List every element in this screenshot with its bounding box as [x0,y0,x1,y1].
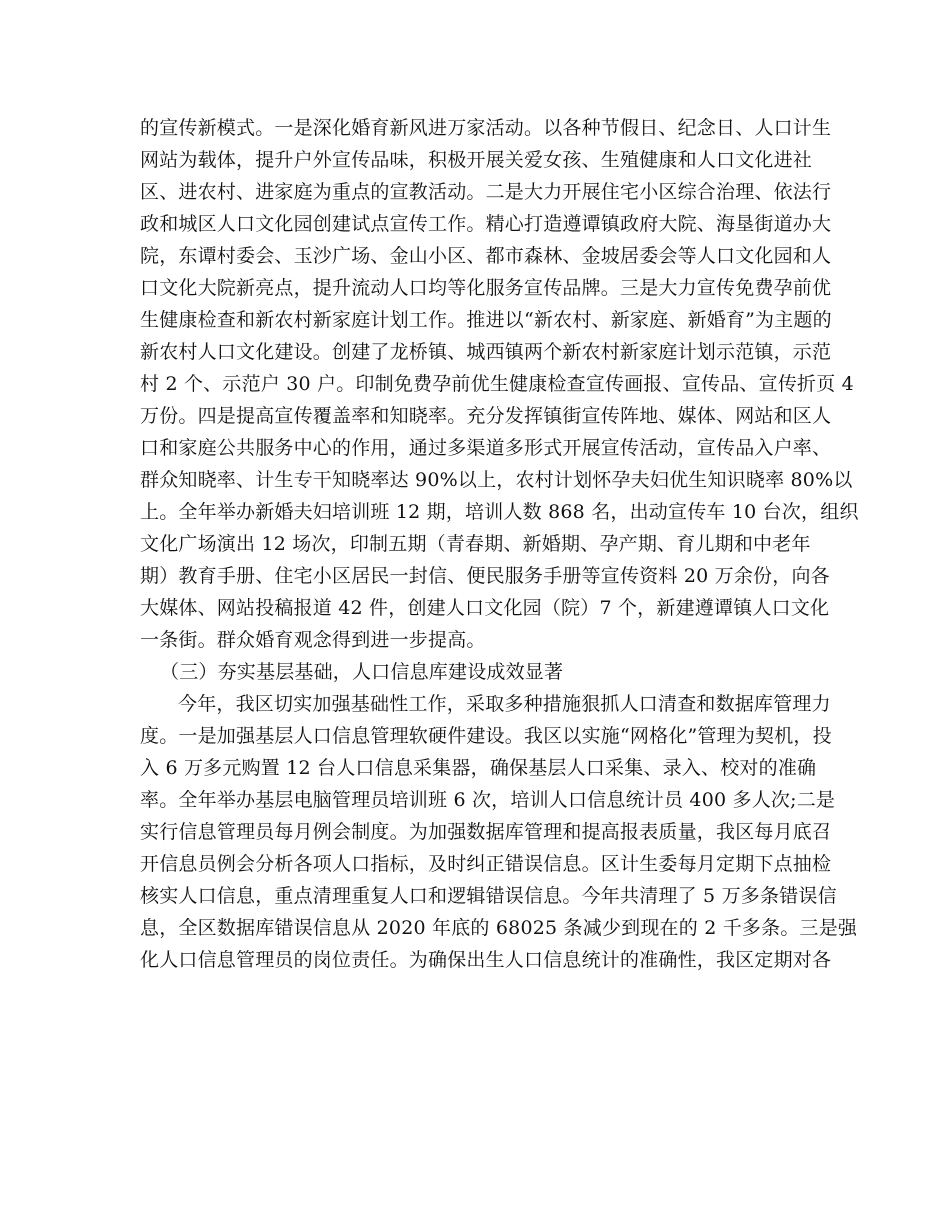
text-line: 实行信息管理员每月例会制度。为加强数据库管理和提高报表质量，我区每月底召 [140,821,832,843]
text-line: 村 2 个、示范户 30 户。印制免费孕前优生健康检查宣传画报、宣传品、宣传折页 4 [140,373,854,395]
text-line: 新农村人口文化建设。创建了龙桥镇、城西镇两个新农村新家庭计划示范镇，示范 [140,341,832,363]
text-line: 院，东谭村委会、玉沙广场、金山小区、都市森林、金坡居委会等人口文化园和人 [140,245,832,267]
text-line: 生健康检查和新农村新家庭计划工作。推进以“新农村、新家庭、新婚育”为主题的 [140,309,832,331]
text-line: 政和城区人口文化园创建试点宣传工作。精心打造遵谭镇政府大院、海垦街道办大 [140,213,832,235]
text-line: 的宣传新模式。一是深化婚育新风进万家活动。以各种节假日、纪念日、人口计生 [140,117,832,139]
text-line: 度。一是加强基层人口信息管理软硬件建设。我区以实施“网格化”管理为契机，投 [140,725,832,747]
text-line: 大媒体、网站投稿报道 42 件，创建人口文化园（院）7 个，新建遵谭镇人口文化 [140,597,830,619]
text-line: 群众知晓率、计生专干知晓率达 90%以上，农村计划怀孕夫妇优生知识晓率 80%以 [140,469,853,491]
text-line: 核实人口信息，重点清理重复人口和逻辑错误信息。今年共清理了 5 万多条错误信 [140,885,837,907]
text-line: 文化广场演出 12 场次，印制五期（青春期、新婚期、孕产期、育儿期和中老年 [140,533,811,555]
section-heading: （三）夯实基层基础，人口信息库建设成效显著 [160,661,564,683]
text-line: 入 6 万多元购置 12 台人口信息采集器，确保基层人口采集、录入、校对的准确 [140,757,817,779]
text-line: 率。全年举办基层电脑管理员培训班 6 次，培训人口信息统计员 400 多人次;二是 [140,789,836,811]
text-line: 一条街。群众婚育观念得到进一步提高。 [140,629,486,651]
text-line: 息，全区数据库错误信息从 2020 年底的 68025 条减少到现在的 2 千多条。三是强 [140,917,858,939]
text-line: 期）教育手册、住宅小区居民一封信、便民服务手册等宣传资料 20 万余份，向各 [140,565,830,587]
text-line: 上。全年举办新婚夫妇培训班 12 期，培训人数 868 名，出动宣传车 10 台次，组织 [140,501,859,523]
text-line: 万份。四是提高宣传覆盖率和知晓率。充分发挥镇街宣传阵地、媒体、网站和区人 [140,405,832,427]
text-line: 化人口信息管理员的岗位责任。为确保出生人口信息统计的准确性，我区定期对各 [140,949,832,971]
text-line: 区、进农村、进家庭为重点的宣教活动。二是大力开展住宅小区综合治理、依法行 [140,181,832,203]
text-line: 口文化大院新亮点，提升流动人口均等化服务宣传品牌。三是大力宣传免费孕前优 [140,277,832,299]
document-body [140,112,859,976]
text-line: 网站为载体，提升户外宣传品味，积极开展关爱女孩、生殖健康和人口文化进社 [140,149,813,171]
text-line: 今年，我区切实加强基础性工作，采取多种措施狠抓人口清查和数据库管理力 [178,693,831,715]
text-line: 口和家庭公共服务中心的作用，通过多渠道多形式开展宣传活动，宣传品入户率、 [140,437,832,459]
text-line: 开信息员例会分析各项人口指标，及时纠正错误信息。区计生委每月定期下点抽检 [140,853,832,875]
